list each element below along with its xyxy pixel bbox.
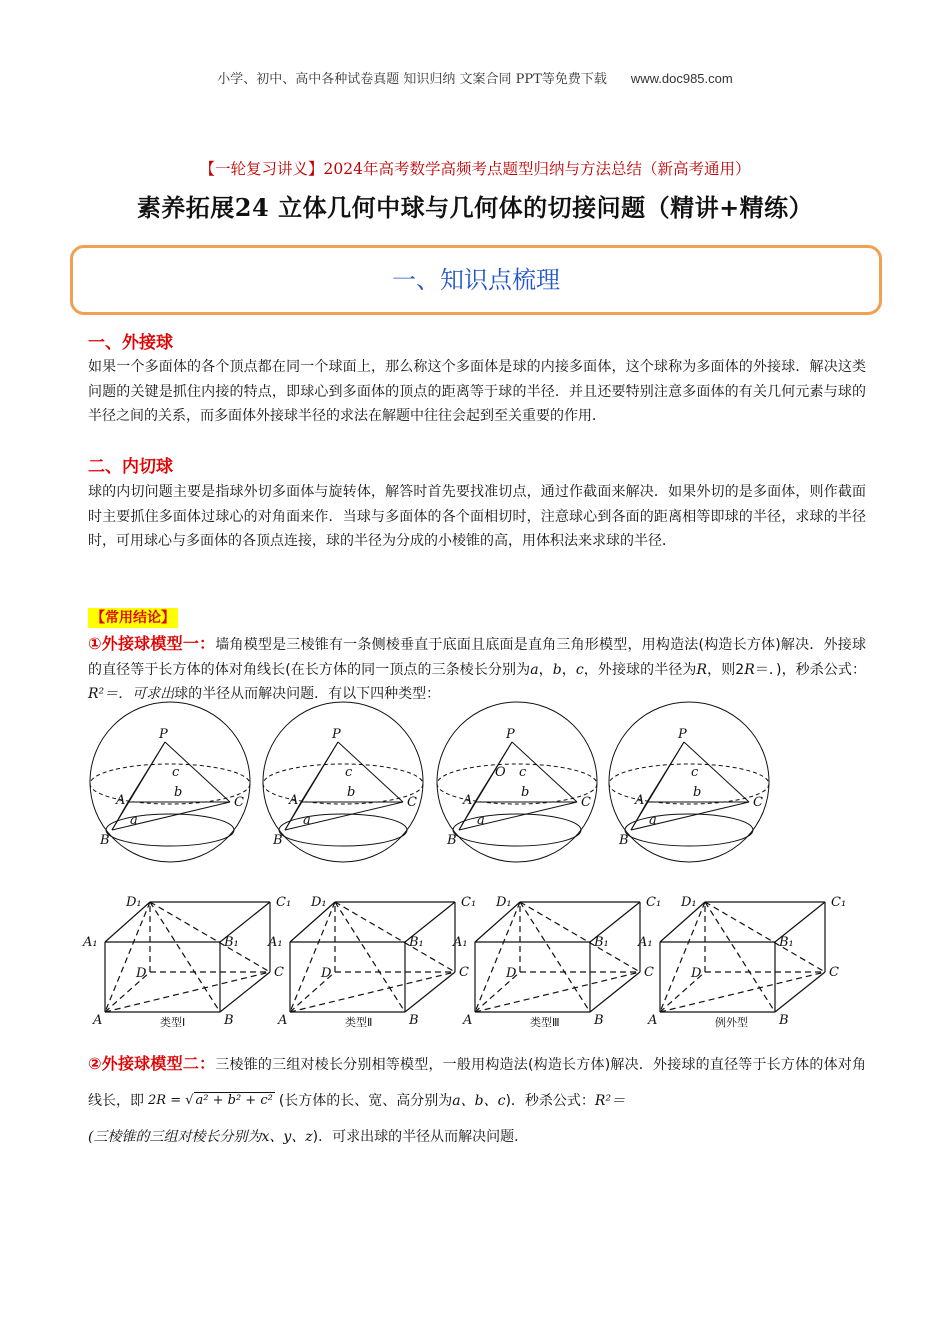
sphere-label: C: [581, 795, 591, 810]
box-label: B₁: [594, 935, 609, 950]
model-one-text-2: ，外接球的半径为: [583, 661, 697, 678]
common-conclusions-tag: 【常用结论】: [88, 608, 178, 628]
box-caption: 类型Ⅱ: [345, 1016, 373, 1029]
box-hidden-edge: [290, 902, 335, 1012]
box-label: C: [644, 965, 654, 980]
var-b: b: [552, 661, 562, 678]
box-label: D₁: [681, 895, 697, 910]
box-hidden-edge: [660, 902, 705, 1012]
box-label: B₁: [779, 935, 794, 950]
box-label: D₁: [126, 895, 142, 910]
sphere-label: P: [678, 727, 687, 742]
model-one-label: ①外接球模型一：: [88, 634, 216, 653]
box-label: C: [829, 965, 839, 980]
model-two-paragraph: [88, 1046, 866, 1155]
box-label: D: [691, 966, 702, 981]
box-hidden-edge: [705, 902, 825, 972]
model-one-text-3: ，则2: [707, 661, 745, 678]
box-label: B: [594, 1013, 604, 1028]
sphere-label: C: [753, 795, 763, 810]
sphere-label: a: [649, 813, 657, 828]
box-label: D: [136, 966, 147, 981]
box-hidden-edge: [105, 902, 150, 1012]
sphere-label: b: [347, 785, 356, 800]
sphere-label: A: [635, 793, 645, 808]
model-one-text: 墙角模型是三棱锥有一条侧棱垂直于底面且底面是直角三角形模型，用构造法(构造长方体)解决．外接球的直径等于长方体的体对角线长(在长方体的同一顶点的三条棱长分别为: [88, 637, 866, 678]
var-R: R: [696, 661, 708, 678]
header-site[interactable]: www.doc985.com: [630, 71, 733, 86]
box-caption: 例外型: [715, 1016, 748, 1029]
box-label: A: [648, 1013, 658, 1028]
model-two-text-3: )．秒杀公式：: [505, 1093, 595, 1109]
geometry-figures: [85, 712, 865, 1042]
sphere-label: a: [303, 813, 311, 828]
box-label: C₁: [831, 895, 847, 910]
model-two-text-2: (长方体的长、宽、高分别为: [278, 1093, 453, 1109]
paragraph-circumscribed-sphere: 如果一个多面体的各个顶点都在同一个球面上，那么称这个多面体是球的内接多面体，这个球称为多面体的外接球．解决这类问题的关键是抓住内接的特点，即球心到多面体的顶点的距离等于球的半径．并且还要特别注意多面体的有关几何元素与球的半径之间的关系，而多面体外接球半径的求法在解题中往往会起到至关重要的作用．: [88, 359, 866, 424]
box-hidden-edge: [520, 902, 590, 1012]
sphere-label: b: [174, 785, 183, 800]
box-label: B: [779, 1013, 789, 1028]
model-one-formula: R²＝．: [88, 686, 133, 702]
sphere-label: P: [159, 727, 168, 742]
model-two-text-5: )．可求出球的半径从而解决问题．: [312, 1129, 529, 1145]
sphere-center-label: O: [495, 765, 506, 780]
box-label: B: [409, 1013, 419, 1028]
model-one-text-6: 球的半径从而解决问题．有以下四种类型：: [174, 686, 441, 702]
box-caption: 类型Ⅰ: [160, 1016, 186, 1029]
section-box-title: 一、知识点梳理: [392, 266, 560, 294]
section-box: [70, 245, 882, 315]
model-one-text-5: 可求出: [132, 686, 175, 702]
box-label: C₁: [276, 895, 292, 910]
sphere-label: b: [521, 785, 530, 800]
sphere-section: [279, 814, 407, 846]
var-c: c: [575, 661, 584, 678]
sphere-label: P: [506, 727, 515, 742]
box-hidden-edge: [335, 902, 405, 1012]
sphere-section: [106, 814, 234, 846]
sphere-label: a: [477, 813, 485, 828]
sphere-label: b: [693, 785, 702, 800]
sphere-label: P: [332, 727, 341, 742]
sphere-label: C: [234, 795, 244, 810]
box-hidden-edge: [335, 902, 455, 972]
model-two-text-4: (三棱锥的三组对棱长分别为: [88, 1129, 262, 1145]
formula-lhs: 2R =: [148, 1093, 182, 1108]
box-label: A₁: [268, 935, 283, 950]
box-hidden-edge: [150, 902, 270, 972]
sphere-label: c: [172, 765, 180, 780]
box-label: A: [278, 1013, 288, 1028]
sphere-label: c: [691, 765, 699, 780]
sphere-label: B: [100, 833, 110, 848]
box-label: A₁: [83, 935, 98, 950]
box-label: A₁: [453, 935, 468, 950]
sphere-label: B: [447, 833, 457, 848]
sphere-label: C: [407, 795, 417, 810]
model-one-text-4: ＝．)，秒杀公式：: [754, 661, 866, 678]
var-a: a: [530, 661, 539, 678]
model-one-paragraph: ①外接球模型一：墙角模型是三棱锥有一条侧棱垂直于底面且底面是直角三角形模型，用构造法(构造长方体)解决．外接球的直径等于长方体的体对角线长(在长方体的同一顶点的三条棱长分别为a，b，c，外接球的半径为R，则2R＝．)，秒杀公式：R²＝．可求出球的半径从而解决问题．有以下四种类型：: [88, 634, 866, 702]
box-label: A₁: [638, 935, 653, 950]
sphere-label: c: [519, 765, 527, 780]
sphere-label: A: [463, 793, 473, 808]
sphere-label: A: [289, 793, 299, 808]
box-label: D₁: [311, 895, 327, 910]
sphere-label: B: [619, 833, 629, 848]
sphere-label: c: [345, 765, 353, 780]
box-caption: 类型Ⅲ: [530, 1016, 560, 1029]
var-R-2: R: [744, 661, 755, 678]
box-label: C: [459, 965, 469, 980]
document-title: 素养拓展24 立体几何中球与几何体的切接问题（精讲+精练）: [136, 193, 814, 222]
box-label: C: [274, 965, 284, 980]
model-two-formula: R²＝: [594, 1093, 626, 1109]
box-hidden-edge: [520, 902, 640, 972]
box-hidden-edge: [705, 902, 775, 1012]
model-two-vars-2: x、y、z: [261, 1129, 313, 1145]
model-two-text: 三棱锥的三组对棱长分别相等模型，一般用构造法(构造长方体)解决．外接球的直径等于长方体的体对角线长，即: [88, 1057, 866, 1109]
formula-rhs: a² + b² + c²: [195, 1093, 273, 1108]
box-label: A: [463, 1013, 473, 1028]
box-label: C₁: [461, 895, 477, 910]
box-label: A: [93, 1013, 103, 1028]
model-two-label: ②外接球模型二：: [88, 1054, 216, 1073]
box-label: D: [321, 966, 332, 981]
sphere-label: B: [273, 833, 283, 848]
sphere-label: a: [130, 813, 138, 828]
sphere-section: [625, 814, 753, 846]
diagonal-formula: 2R = √ a² + b² + c²: [148, 1093, 273, 1108]
model-two-vars: a、b、c: [452, 1093, 506, 1109]
box-label: D: [506, 966, 517, 981]
box-label: B: [224, 1013, 234, 1028]
paragraph-inscribed-sphere: 球的内切问题主要是指球外切多面体与旋转体，解答时首先要找准切点，通过作截面来解决．如果外切的是多面体，则作截面时主要抓住多面体过球心的对角面来作．当球与多面体的各个面相切时，注意球心到各面的距离相等即球的半径，求球的半径时，可用球心与多面体的各顶点连接，球的半径为分成的小棱锥的高，用体积法来求球的半径．: [88, 484, 866, 549]
box-label: D₁: [496, 895, 512, 910]
box-label: B₁: [224, 935, 239, 950]
document-subtitle: 【一轮复习讲义】2024年高考数学高频考点题型归纳与方法总结（新高考通用）: [199, 160, 751, 178]
page-header: [0, 68, 950, 87]
heading-inscribed-sphere: 二、内切球: [88, 457, 173, 477]
box-label: B₁: [409, 935, 424, 950]
box-label: C₁: [646, 895, 662, 910]
box-hidden-edge: [475, 902, 520, 1012]
sphere-section: [453, 814, 581, 846]
heading-circumscribed-sphere: 一、外接球: [88, 333, 173, 353]
header-text: 小学、初中、高中各种试卷真题 知识归纳 文案合同 PPT等免费下载: [217, 72, 607, 87]
box-hidden-edge: [150, 902, 220, 1012]
sphere-label: A: [116, 793, 126, 808]
